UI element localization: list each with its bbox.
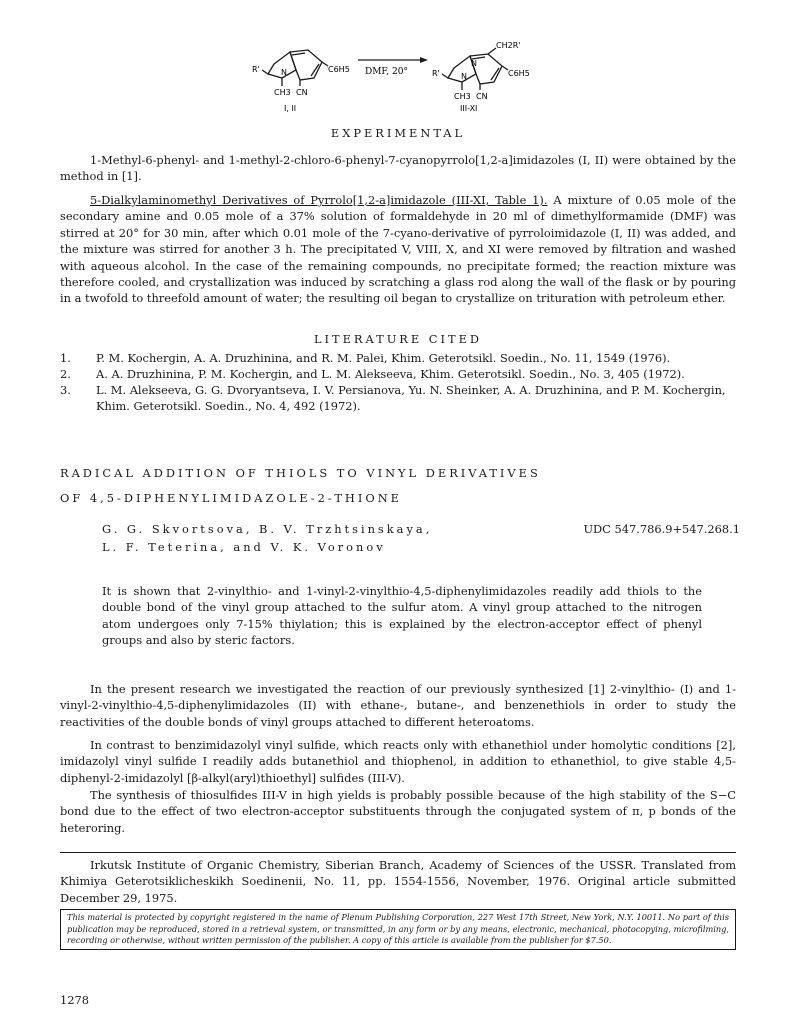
product-structure: [442, 48, 508, 90]
page-number: 1278: [60, 993, 89, 1007]
body-paragraph-1: In the present research we investigated the reaction of our previously synthesized [1] 2-vinylthio- (I) and 1-vinyl-2-vinylthio-4,5-diphenylimidazoles (II) with ethane-, butane-, and benzenethiols in order to study the reactivities of the double bonds of vinyl groups attached to different heteroatoms.: [60, 682, 736, 729]
experimental-paragraph-2-title: 5-Dialkylaminomethyl Derivatives of Pyrrolo[1,2-a]imidazole (III-XI, Table 1).: [90, 193, 548, 207]
experimental-paragraph-1: 1-Methyl-6-phenyl- and 1-methyl-2-chloro-6-phenyl-7-cyanopyrrolo[1,2-a]imidazoles (I, II) were obtained by the method in [1].: [60, 153, 736, 184]
article-authors-line-2: L. F. Teterina, and V. K. Voronov: [102, 540, 386, 554]
product-c6h5-label: C6H5: [508, 69, 530, 78]
article-authors-line-1: G. G. Skvortsova, B. V. Trzhtsinskaya,: [102, 522, 433, 536]
reactant-c6h5-label: C6H5: [328, 65, 350, 74]
article-title-line-2: OF 4,5-DIPHENYLIMIDAZOLE-2-THIONE: [60, 491, 402, 505]
reference-item: L. M. Alekseeva, G. G. Dvoryantseva, I. V. Persianova, Yu. N. Sheinker, A. A. Druzhinina, and P. M. Kochergin, Khim. Geterotsikl. Soedin., No. 4, 492 (1972).: [96, 383, 726, 414]
article-title-line-1: RADICAL ADDITION OF THIOLS TO VINYL DERIVATIVES: [60, 466, 541, 480]
product-n-label: N: [461, 72, 467, 81]
reaction-scheme: [250, 38, 560, 118]
product-ch2r-label: CH2R': [496, 41, 521, 50]
product-n-top-label: N: [471, 59, 477, 68]
reference-number: 3.: [60, 383, 71, 397]
product-ch3-label: CH3: [454, 92, 471, 101]
reactant-cn-label: CN: [296, 88, 308, 97]
reactant-structure: [262, 50, 328, 86]
reactant-ch3-label: CH3: [274, 88, 291, 97]
footnote-affiliation: Irkutsk Institute of Organic Chemistry, Siberian Branch, Academy of Sciences of the USSR. Translated from Khimiya Geterotsiklicheskikh Soedinenii, No. 11, pp. 1554-1556, November, 1976. Original article submitted December 29, 1975.: [60, 858, 736, 905]
body-paragraph-3: The synthesis of thiosulfides III-V in high yields is probably possible because of the high stability of the S−C bond due to the effect of two electron-acceptor substituents through the conjugated system of π, p bonds of the heteroring.: [60, 788, 736, 835]
experimental-paragraph-2: [60, 192, 736, 307]
reaction-arrow: [358, 57, 428, 63]
literature-heading: LITERATURE CITED: [313, 332, 483, 346]
copyright-notice: This material is protected by copyright registered in the name of Plenum Publishing Corporation, 227 West 17th Street, New York, N.Y. 10011. No part of this publication may be reproduced, stored in a retrieval system, or transmitted, in any form or by any means, electronic, mechanical, photocopying, microfilming, recording or otherwise, without written permission of the publisher. A copy of this article is available from the publisher for $7.50.: [67, 912, 729, 945]
experimental-heading: EXPERIMENTAL: [330, 126, 466, 140]
reactant-r-label: R': [252, 65, 260, 74]
arrow-label: DMF, 20°: [365, 67, 408, 77]
reference-number: 1.: [60, 351, 71, 365]
reference-number: 2.: [60, 367, 71, 381]
article-abstract: It is shown that 2-vinylthio- and 1-vinyl-2-vinylthio-4,5-diphenylimidazoles readily add thiols to the double bond of the vinyl group attached to the sulfur atom. A vinyl group attached to the nitrogen atom undergoes only 7-15% thiylation; this is explained by the electron-acceptor effect of phenyl groups and also by steric factors.: [102, 584, 702, 648]
footnote-rule: [60, 852, 736, 853]
reference-item: P. M. Kochergin, A. A. Druzhinina, and R. M. Palei, Khim. Geterotsikl. Soedin., No. 11, 1549 (1976).: [96, 351, 671, 365]
reference-list: [60, 350, 760, 420]
copyright-box: [60, 909, 736, 950]
experimental-paragraph-2-body: A mixture of 0.05 mole of the secondary amine and 0.05 mole of a 37% solution of formaldehyde in 20 ml of dimethylformamide (DMF) was stirred at 20° for 30 min, after which 0.01 mole of the 7-cyano-derivative of pyrroloimidazole (I, II) was added, and the mixture was stirred for another 3 h. The precipitated V, VIII, X, and XI were removed by filtration and washed with aqueous alcohol. In the case of the remaining compounds, no precipitate formed; the reaction mixture was therefore cooled, and crystallization was induced by scratching a glass rod along the wall of the flask or by pouring in a twofold to threefold amount of water; the resulting oil began to crystallize on trituration with petroleum ether.: [60, 193, 737, 306]
udc-code: UDC 547.786.9+547.268.1: [583, 522, 740, 536]
reference-item: A. A. Druzhinina, P. M. Kochergin, and L. M. Alekseeva, Khim. Geterotsikl. Soedin., No. 3, 405 (1972).: [96, 367, 685, 381]
reactant-compound-label: I, II: [284, 104, 297, 113]
body-paragraph-2: In contrast to benzimidazolyl vinyl sulfide, which reacts only with ethanethiol under homolytic conditions [2], imidazolyl vinyl sulfide I readily adds butanethiol and thiophenol, in addition to ethanethiol, to give stable 4,5-diphenyl-2-imidazolyl [β-alkyl(aryl)thioethyl] sulfides (III-V).: [60, 738, 736, 785]
product-r-label: R': [432, 69, 440, 78]
product-compound-label: III-XI: [460, 104, 478, 113]
product-cn-label: CN: [476, 92, 488, 101]
reactant-n-label: N: [281, 68, 287, 77]
